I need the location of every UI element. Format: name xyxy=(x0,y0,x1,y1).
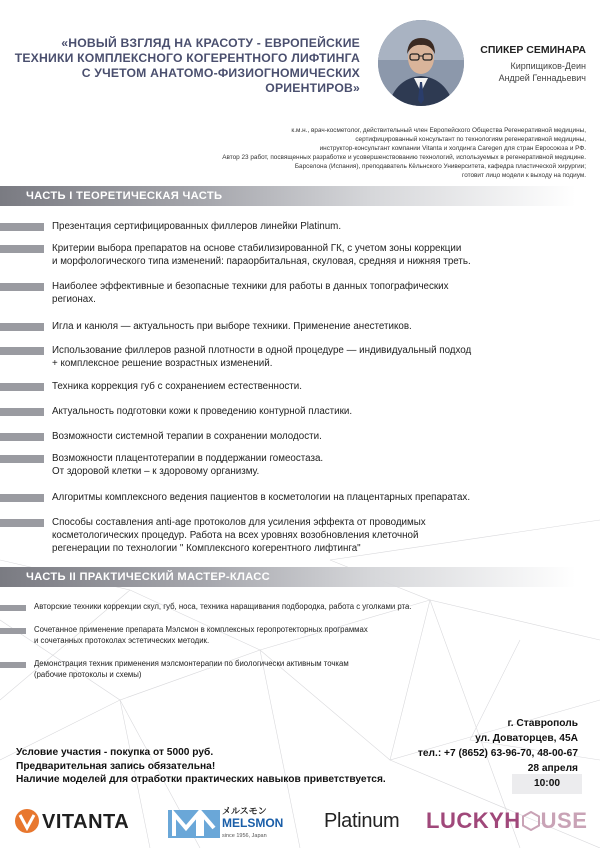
part1-heading-band xyxy=(0,186,600,206)
part1-heading: ЧАСТЬ I ТЕОРЕТИЧЕСКАЯ ЧАСТЬ xyxy=(26,190,223,202)
speaker-name-line2: Андрей Геннадьевич xyxy=(498,72,586,83)
event-time: 10:00 xyxy=(512,774,582,794)
list-item-text: Возможности плацентотерапии в поддержании гомеостаза. xyxy=(52,453,324,464)
event-date: 28 апреля xyxy=(527,763,578,774)
bullet-bar xyxy=(0,223,44,231)
event-street: ул. Доваторцев, 45А xyxy=(475,733,578,744)
list-item-text: косметологических процедур. Работа на всех уровнях возобновления клеточной xyxy=(52,530,419,541)
list-item-text: Игла и канюля — актуальность при выборе техники. Применение анестетиков. xyxy=(52,321,412,332)
house-wordmark-start: H xyxy=(504,808,521,833)
bio-line: Барселона (Испания), преподаватель Кёльнского Университета, кафедра пластической хирургии; xyxy=(294,162,586,170)
vitanta-mark-icon xyxy=(14,808,40,834)
list-item-text: Презентация сертифицированных филлеров линейки Platinum. xyxy=(52,221,342,232)
list-item-text: регенерации по технологии " Комплексного когерентного лифтинга" xyxy=(52,543,361,554)
bio-line: Автор 23 работ, посвященных разработке и усовершенствованию технологий, используемых в регенеративной медицине. xyxy=(222,153,586,161)
bullet-bar xyxy=(0,347,44,355)
melsmon-mark-icon xyxy=(168,806,220,842)
melsmon-since: since 1956, Japan xyxy=(222,833,267,839)
participation-conditions xyxy=(16,746,486,787)
list-item-text: Актуальность подготовки кожи к проведению контурной пластики. xyxy=(52,406,353,417)
bullet-bar xyxy=(0,283,44,291)
bullet-bar xyxy=(0,323,44,331)
bullet-bar xyxy=(0,605,26,611)
melsmon-japanese-wordmark: メルスモン xyxy=(222,806,267,816)
seminar-title: «НОВЫЙ ВЗГЛЯД НА КРАСОТУ - ЕВРОПЕЙСКИЕ ТЕХНИКИ КОМПЛЕКСНОГО КОГЕРЕНТНОГО ЛИФТИНГА С УЧЕТОМ АНАТОМО-ФИЗИОГНОМИЧЕСКИХ ОРИЕНТИРОВ» xyxy=(14,36,360,95)
list-item-text: и сочетанных протоколах эстетических методик. xyxy=(34,635,210,645)
bullet-bar xyxy=(0,455,44,463)
speaker-name-line1: Кирпищиков-Деин xyxy=(510,61,586,71)
part2-heading-band xyxy=(0,567,600,587)
luckyhouse-logo xyxy=(426,808,587,834)
vitanta-wordmark: VITANTA xyxy=(42,811,130,833)
list-item-text: Демонстрация техник применения мэлсмонтерапии по биологически активным точкам xyxy=(34,659,349,668)
speaker-portrait-icon xyxy=(378,20,464,106)
bullet-bar xyxy=(0,245,44,253)
melsmon-logo xyxy=(168,804,298,844)
list-item-text: Критерии выбора препаратов на основе стабилизированной ГК, с учетом зоны коррекции xyxy=(52,243,462,254)
condition-line: Предварительная запись обязательна! xyxy=(16,760,216,772)
list-item-text: От здоровой клетки – к здоровому организму. xyxy=(52,466,260,477)
bullet-bar xyxy=(0,662,26,668)
part2-heading: ЧАСТЬ II ПРАКТИЧЕСКИЙ МАСТЕР-КЛАСС xyxy=(26,571,271,583)
list-item-text: Возможности системной терапии в сохранении молодости. xyxy=(52,431,322,442)
lucky-wordmark: LUCKY xyxy=(426,808,505,833)
speaker-name xyxy=(462,61,586,84)
bullet-bar xyxy=(0,433,44,441)
speaker-heading: СПИКЕР СЕМИНАРА xyxy=(480,44,586,56)
list-item-text: (рабочие протоколы и схемы) xyxy=(34,669,142,679)
melsmon-wordmark: MELSMON xyxy=(222,816,284,830)
condition-line: Условие участия - покупка от 5000 руб. xyxy=(16,747,214,758)
house-wordmark-end: USE xyxy=(540,808,588,833)
hexagon-icon xyxy=(521,811,541,831)
bio-line: сертифицированный консультант по технологиям регенеративной медицины, xyxy=(355,135,586,143)
list-item-text: и морфологического типа изменений: параорбитальная, скуловая, средняя и нижняя треть. xyxy=(52,256,471,267)
bio-line: инструктор-консультант компании Vitanta и холдинга Caregen для стран Евросоюза и РФ. xyxy=(319,144,586,152)
bullet-bar xyxy=(0,408,44,416)
bullet-bar xyxy=(0,494,44,502)
list-item-text: Сочетанное применение препарата Мэлсмон в комплексных геропротекторных программах xyxy=(34,625,368,634)
event-city: г. Ставрополь xyxy=(507,718,578,729)
list-item-text: Техника коррекция губ с сохранением естественности. xyxy=(52,381,302,392)
bio-line: к.м.н., врач-косметолог, действительный член Европейского Общества Регенеративной медицины, xyxy=(291,127,586,134)
list-item-text: + комплексное решение возрастных изменений. xyxy=(52,358,273,369)
speaker-photo xyxy=(378,20,464,106)
list-item-text: Авторские техники коррекции скул, губ, носа, техника наращивания подбородка, работа с уголками рта. xyxy=(34,602,412,611)
part2-list xyxy=(0,598,600,698)
condition-line: Наличие моделей для отработки практических навыков приветствуется. xyxy=(16,774,386,785)
bullet-bar xyxy=(0,519,44,527)
list-item-text: регионах. xyxy=(52,294,96,305)
list-item-text: Алгоритмы комплексного ведения пациентов в косметологии на плацентарных препаратах. xyxy=(52,492,471,503)
list-item-text: Использование филлеров разной плотности в одной процедуре — индивидуальный подход xyxy=(52,345,472,356)
list-item-text: Наиболее эффективные и безопасные техники для работы в данных топографических xyxy=(52,281,449,292)
bullet-bar xyxy=(0,383,44,391)
bullet-bar xyxy=(0,628,26,634)
part1-list xyxy=(0,214,600,564)
platinum-logo: Platinum xyxy=(324,810,400,832)
speaker-bio xyxy=(100,127,586,180)
event-phone: тел.: +7 (8652) 63-96-70, 48-00-67 xyxy=(417,748,578,759)
list-item-text: Способы составления anti-age протоколов для усиления эффекта от проводимых xyxy=(52,517,426,528)
partner-logos xyxy=(0,800,600,848)
bio-line: готовит лицо модели к выходу на подиум. xyxy=(462,171,586,179)
